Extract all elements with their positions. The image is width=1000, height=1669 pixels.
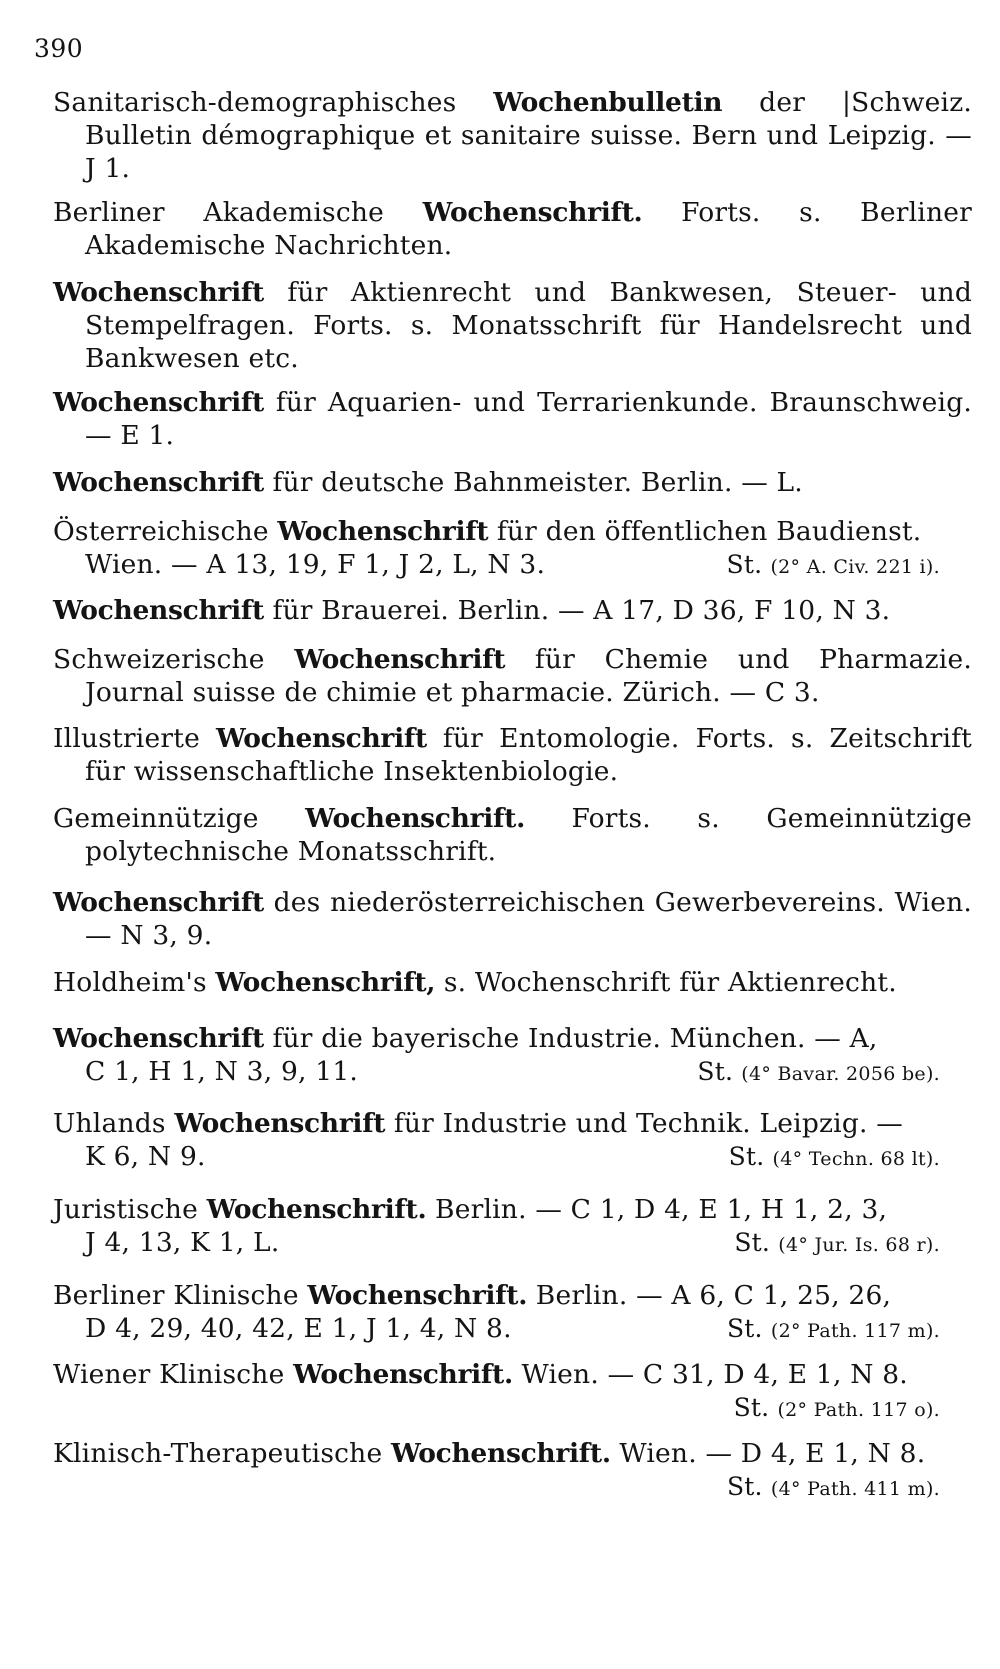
entry-holdings: D 4, 29, 40, 42, E 1, J 1, 4, N 8. [85, 1313, 512, 1344]
shelfmark-code: (2° A. Civ. 221 i). [770, 556, 940, 578]
entry-prefix: Juristische [53, 1194, 207, 1225]
entry-text: des niederösterreichischen Gewerbevereins. Wien. — N 3, 9. [85, 887, 972, 951]
catalog-entry [53, 1193, 940, 1262]
entry-text: für Brauerei. Berlin. — A 17, D 36, F 10, N 3. [263, 595, 891, 626]
entry-prefix: Österreichische [53, 516, 278, 547]
entry-prefix: Wiener Klinische [53, 1359, 294, 1390]
shelfmark-prefix: St. [726, 550, 763, 579]
shelfmark-code: (2° Path. 117 o). [777, 1399, 940, 1421]
entry-title: Wochenschrift. [422, 197, 643, 228]
entry-text: für Aktienrecht und Bankwesen, Steuer- und Stempelfragen. Forts. s. Monatsschrift für Handelsrecht und Bankwesen etc. [85, 277, 972, 374]
entry-text: für den öffentlichen Baudienst. [488, 516, 922, 547]
catalog-entry [53, 466, 972, 499]
shelfmark [734, 1391, 940, 1427]
entry-prefix: Klinisch-Therapeutische [53, 1438, 391, 1469]
entry-text: für deutsche Bahnmeister. Berlin. — L. [263, 467, 803, 498]
page-number: 390 [34, 34, 84, 63]
shelfmark-prefix: St. [733, 1393, 770, 1422]
entry-text: Berlin. — A 6, C 1, 25, 26, [527, 1280, 892, 1311]
catalog-entry [53, 86, 972, 185]
catalog-entry [53, 1437, 940, 1506]
shelfmark-prefix: St. [726, 1314, 763, 1343]
entry-holdings: K 6, N 9. [85, 1141, 206, 1172]
entry-title: Wochenschrift [294, 644, 506, 675]
catalog-entry [53, 196, 972, 262]
shelfmark-prefix: St. [734, 1228, 771, 1257]
entry-text: Wien. — C 31, D 4, E 1, N 8. [512, 1359, 908, 1390]
entry-title: Wochenschrift [53, 387, 264, 418]
catalog-entry [53, 594, 972, 627]
entry-text: für Chemie und Pharmazie. Journal suisse de chimie et pharmacie. Zürich. — C 3. [85, 644, 972, 708]
shelfmark-code: (4° Techn. 68 lt). [772, 1148, 940, 1170]
catalog-entry [53, 515, 940, 584]
catalog-entry [53, 1022, 940, 1091]
entry-title: Wochenschrift. [307, 1280, 528, 1311]
entry-title: Wochenbulletin [493, 87, 723, 118]
shelfmark-code: (4° Path. 411 m). [770, 1478, 940, 1500]
entry-text: der |Schweiz. Bulletin démographique et sanitaire suisse. Bern und Leipzig. — J 1. [85, 87, 972, 184]
shelfmark-prefix: St. [728, 1142, 765, 1171]
entry-holdings: Wien. — A 13, 19, F 1, J 2, L, N 3. [85, 549, 546, 580]
entry-text: für Entomologie. Forts. s. Zeitschrift für wissenschaftliche Insektenbiologie. [85, 723, 972, 787]
entry-title: Wochenschrift. [293, 1359, 513, 1390]
shelfmark [697, 1055, 940, 1091]
entry-prefix: Gemeinnützige [53, 803, 306, 834]
entry-prefix: Berliner Klinische [53, 1280, 308, 1311]
entry-title: Wochenschrift [53, 467, 264, 498]
catalog-entry [53, 1279, 940, 1348]
entry-title: Wochenschrift [53, 595, 264, 626]
entry-text: Berlin. — C 1, D 4, E 1, H 1, 2, 3, [426, 1194, 888, 1225]
entry-title: Wochenschrift. [390, 1438, 611, 1469]
catalog-entry [53, 643, 972, 709]
entry-title: Wochenschrift [53, 887, 264, 918]
entry-text: Forts. s. Gemeinnützige polytechnische Monatsschrift. [85, 803, 972, 867]
catalog-entry [53, 386, 972, 452]
entry-text: Forts. s. Berliner Akademische Nachrichten. [85, 197, 972, 261]
entry-text: s. Wochenschrift für Aktienrecht. [435, 967, 897, 998]
shelfmark [727, 548, 940, 584]
catalog-entry [53, 722, 972, 788]
shelfmark [734, 1226, 940, 1262]
entry-text: für die bayerische Industrie. München. — A, [263, 1023, 878, 1054]
catalog-entry [53, 1358, 940, 1427]
shelfmark-code: (4° Bavar. 2056 be). [741, 1063, 940, 1085]
entry-prefix: Uhlands [53, 1108, 175, 1139]
entry-title: Wochenschrift [215, 723, 427, 754]
entry-title: Wochenschrift [174, 1108, 386, 1139]
shelfmark-code: (2° Path. 117 m). [770, 1320, 940, 1342]
shelfmark-prefix: St. [726, 1472, 763, 1501]
catalog-entry [53, 276, 972, 375]
entry-prefix: Holdheim's [53, 967, 216, 998]
entry-title: Wochenschrift [53, 1023, 264, 1054]
entry-prefix: Berliner Akademische [53, 197, 423, 228]
entry-text: Wien. — D 4, E 1, N 8. [610, 1438, 926, 1469]
entry-holdings: J 4, 13, K 1, L. [85, 1227, 280, 1258]
catalog-entry [53, 966, 972, 999]
catalog-entry [53, 802, 972, 868]
shelfmark [727, 1312, 940, 1348]
entry-holdings: C 1, H 1, N 3, 9, 11. [85, 1056, 359, 1087]
shelfmark-code: (4° Jur. Is. 68 r). [778, 1234, 940, 1256]
entry-title: Wochenschrift, [215, 967, 436, 998]
entry-title: Wochenschrift [277, 516, 489, 547]
shelfmark [727, 1470, 940, 1506]
entry-title: Wochenschrift. [305, 803, 525, 834]
entry-text: für Aquarien- und Terrarienkunde. Braunschweig. — E 1. [85, 387, 972, 451]
entry-text: für Industrie und Technik. Leipzig. — [385, 1108, 903, 1139]
entry-title: Wochenschrift [53, 277, 264, 308]
catalog-entry [53, 1107, 940, 1176]
shelfmark-prefix: St. [697, 1057, 734, 1086]
entry-prefix: Illustrierte [53, 723, 216, 754]
catalog-entry [53, 886, 972, 952]
entry-title: Wochenschrift. [206, 1194, 427, 1225]
shelfmark [729, 1140, 940, 1176]
entry-prefix: Schweizerische [53, 644, 295, 675]
entry-prefix: Sanitarisch-demographisches [53, 87, 494, 118]
